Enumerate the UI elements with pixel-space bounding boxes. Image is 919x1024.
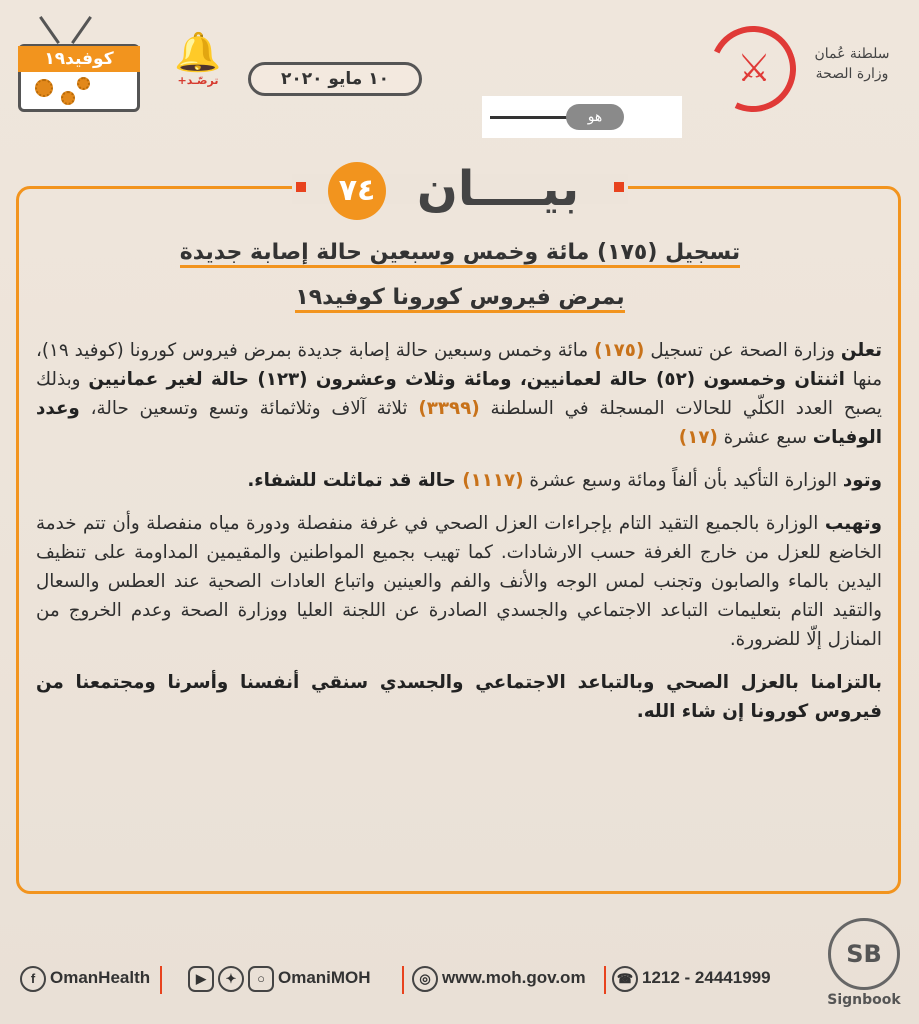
p2-segment: حالة قد تماثلت للشفاء. [247,470,463,491]
p2-segment: وتود [842,470,882,491]
facebook-link[interactable] [20,962,150,994]
p4-segment: بالتزامنا بالعزل الصحي وبالتباعد الاجتماعي والجسدي سنقي أنفسنا وأسرنا ومجتمعنا من فيروس كورونا إن شاء الله. [36,672,882,722]
website-url: www.moh.gov.om [442,968,586,987]
p1-segment: وعدد الوفيات [36,398,882,448]
signbook-watermark [822,918,906,1014]
virus-icon [61,91,75,105]
virus-icon [35,79,53,97]
phone-number: 1212 - 24441999 [642,968,771,987]
statement-title: بيــــان [416,161,580,217]
p3-segment: الوزارة بالجميع التقيد التام بإجراءات العزل الصحي في غرفة منفصلة ودورة مياه منفصلة وأن تتم خدمة الخاضع للعزل من خارج الغرفة حسب الارشادات. كما تهيب بجميع المواطنين والمقيمين المداومة على تنظيف اليدين بالماء والصابون وتجنب لمس الوجه والأنف والفم والعينين واتباع العادات الصحية عند العطس والسعال والتقيد التام بتعليمات التباعد الاجتماعي والجسدي الصادرة عن اللجنة العليا ووزارة الصحة وعدم الخروج من المنازل إلّا للضرورة. [36,513,882,650]
heading-line-2 [120,285,800,310]
logo-line-2: وزارة الصحة [815,66,889,82]
p1-segment: اثنتان وخمسون (٥٢) حالة لعمانيين، ومائة وثلاث وعشرون (١٢٣) حالة لغير عمانيين [88,369,845,390]
signbook-label: Signbook [827,992,901,1008]
paragraph-recoveries [36,466,882,495]
covid-tv-badge [18,6,148,116]
footer-divider [604,966,606,994]
heading-line-2-text: بمرض فيروس كورونا كوفيد١٩ [295,285,624,313]
overlay-stamp [482,96,682,138]
p2-segment: الوزارة التأكيد بأن ألفاً ومائة وسبع عشرة [523,470,843,491]
ministry-logo [700,16,910,116]
phone-icon: ☎ [612,966,638,992]
p1-segment: تعلن [840,340,883,361]
p1-segment: وزارة الصحة عن تسجيل [644,340,841,361]
tv-antenna-left [39,16,60,44]
virus-icon [77,77,90,90]
twitter-icon: ✦ [218,966,244,992]
phone-link[interactable] [612,962,771,994]
statement-number: ٧٤ [328,162,386,220]
paragraph-cases [36,336,882,452]
title-square-left [296,182,306,192]
instagram-icon: ○ [248,966,274,992]
tv-label: كوفيد١٩ [18,46,140,72]
website-link[interactable] [412,962,586,994]
paragraph-guidance [36,509,882,654]
p3-segment: وتهيب [824,513,882,534]
logo-line-1: سلطنة عُمان [814,46,890,62]
facebook-handle: OmanHealth [50,968,151,987]
footer-divider [402,966,404,994]
bell-icon: 🔔 [174,30,222,74]
signbook-badge: SB [828,918,900,990]
p1-segment: سبع عشرة [717,427,813,448]
facebook-icon: f [20,966,46,992]
footer-divider [160,966,162,994]
title-square-right [614,182,624,192]
youtube-icon: ▶ [188,966,214,992]
social-link[interactable] [188,962,371,994]
stamp-pill: هو [566,104,624,130]
globe-icon: ◎ [412,966,438,992]
khanjar-emblem-icon: ⚔ [736,46,772,90]
tarassud-label: ترصّـد+ [177,74,219,87]
social-handle: OmaniMOH [278,968,371,987]
tarassud-logo [168,30,228,110]
footer [20,962,820,998]
heading-line-1-text: تسجيل (١٧٥) مائة وخمس وسبعين حالة إصابة جديدة [180,240,740,268]
tv-antenna-right [71,16,92,44]
p1-segment: ثلاثة آلاف وثلاثمائة وتسع وتسعين حالة، [79,398,419,419]
p1-segment: (٣٣٩٩) [418,398,480,419]
heading-line-1 [120,240,800,265]
p2-segment: (١١١٧) [462,470,524,491]
p1-segment: (١٧) [678,427,718,448]
p1-segment: مائة وخمس وسبعين حالة إصابة جديدة بمرض فيروس كورونا (كوفيد ١٩)، منها [36,340,882,390]
p1-segment: (١٧٥) [594,340,645,361]
ministry-name [796,44,908,84]
paragraph-closing [36,668,882,726]
date-pill: ١٠ مايو ٢٠٢٠ [248,62,422,96]
p1-segment: وبذلك يصبح العدد الكلّي للحالات المسجلة في السلطنة [36,369,882,419]
statement-body [36,336,882,740]
